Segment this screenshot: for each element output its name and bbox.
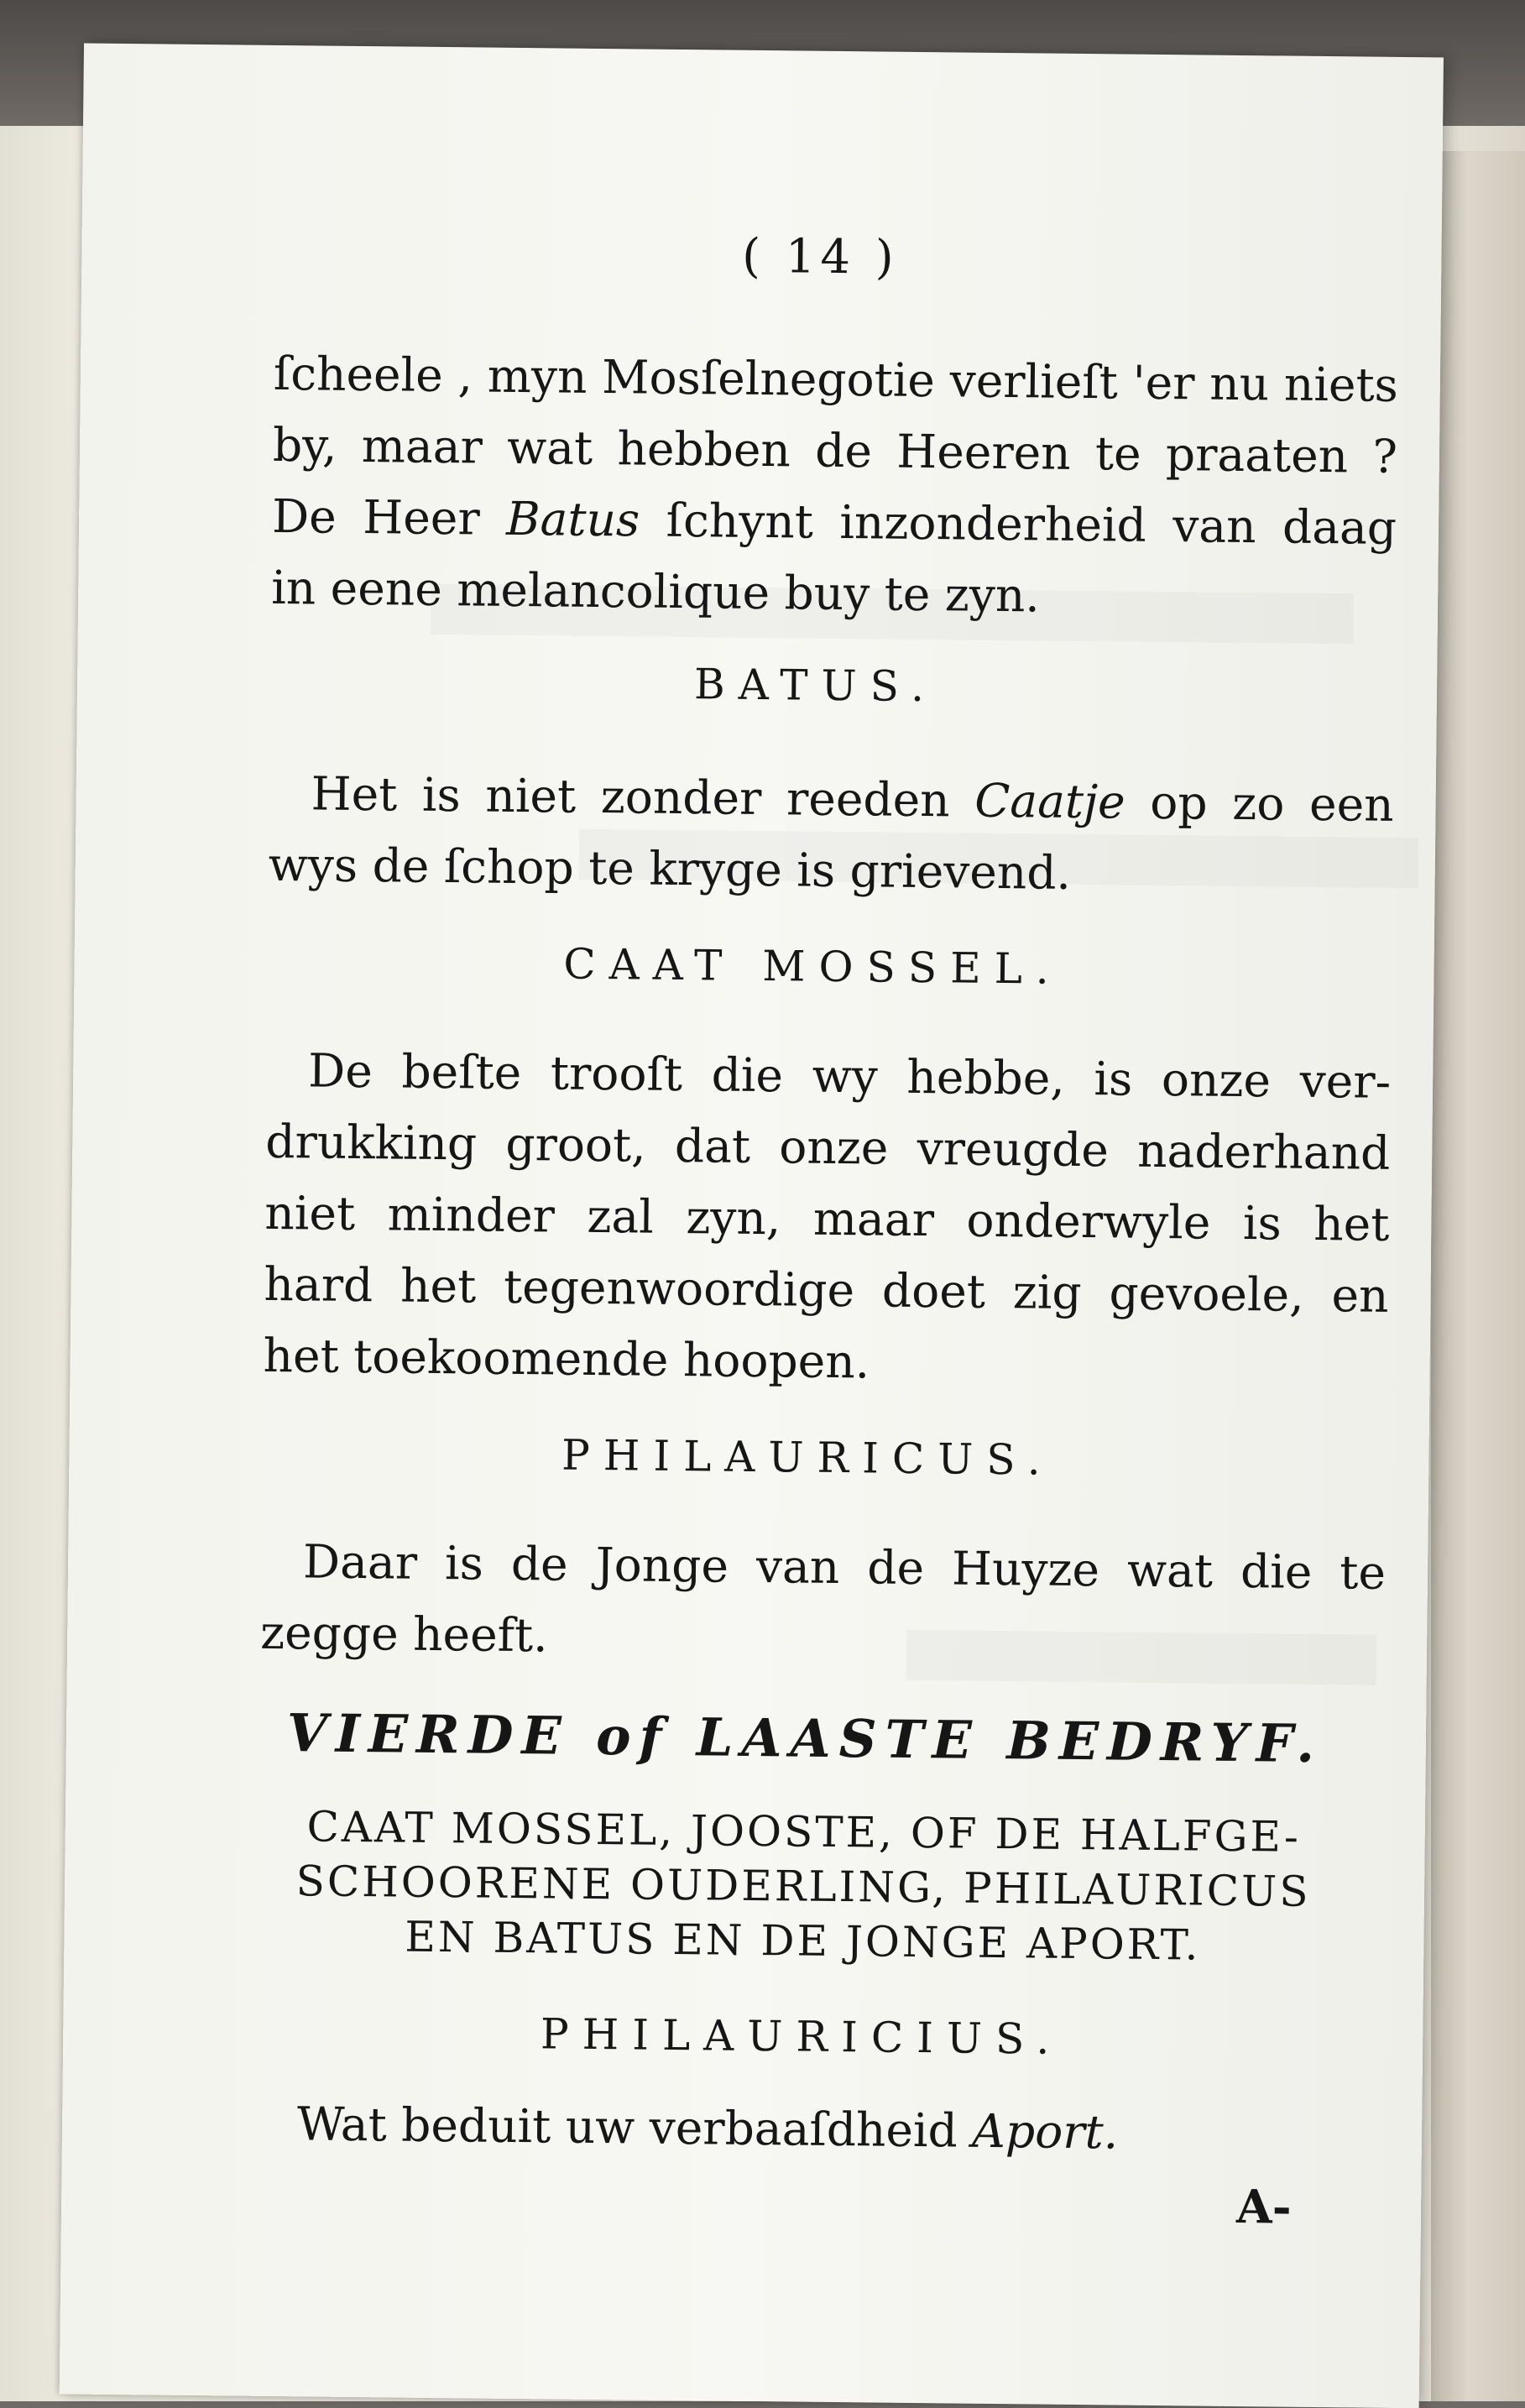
text-span: Het is niet zonder reeden	[311, 766, 975, 828]
catchword: A-	[1235, 2179, 1292, 2234]
text-line: zegge heeft.	[259, 1605, 548, 1663]
text-span: Wat beduit uw verbaaſdheid	[296, 2097, 973, 2158]
speaker-heading: CAAT MOSSEL.	[563, 939, 1063, 994]
speaker-name-italic: Batus	[505, 491, 640, 547]
text-line: by, maar wat hebben de Heeren te praaten ?	[272, 417, 1398, 483]
text-line: De beſte trooſt die wy hebbe, is onze ver-	[307, 1043, 1392, 1109]
speaker-heading: BATUS.	[693, 660, 938, 712]
cast-list-line: CAAT MOSSEL, JOOSTE, OF DE HALFGE-	[306, 1802, 1302, 1862]
speaker-heading: PHILAURICUS.	[561, 1430, 1055, 1485]
text-span: De Heer	[271, 488, 507, 546]
text-line: Daar is de Jonge van de Huyze wat die te	[302, 1534, 1387, 1600]
book-page	[60, 44, 1444, 2408]
speaker-name-italic: Caatje	[974, 773, 1125, 829]
text-line: drukking groot, dat onze vreugde naderhand	[265, 1114, 1391, 1180]
text-span: op zo een	[1125, 775, 1394, 832]
text-line: ſcheele , myn Mosſelnegotie verlieſt 'er nu niets	[273, 346, 1399, 412]
book-edge	[1431, 151, 1525, 2401]
text-line: het toekoomende hoopen.	[263, 1328, 870, 1389]
text-line	[272, 486, 1397, 558]
text-line: wys de ſchop te kryge is grievend.	[268, 837, 1072, 900]
page-number: ( 14 )	[741, 228, 900, 285]
text-line: hard het tegenwoordige doet zig gevoele, en	[264, 1256, 1389, 1323]
text-line: niet minder zal zyn, maar onderwyle is het	[264, 1185, 1390, 1251]
speaker-name-italic: Aport.	[971, 2103, 1119, 2160]
cast-list-line: SCHOORENE OUDERLING, PHILAURICUS	[295, 1857, 1311, 1916]
act-title: VIERDE of LAASTE BEDRYF.	[286, 1702, 1324, 1775]
text-line: in eene melancolique buy te zyn.	[270, 560, 1041, 623]
text-span: ſchynt inzonderheid van daag	[639, 493, 1397, 555]
cast-list-line: EN BATUS EN DE JONGE APORT.	[405, 1912, 1201, 1970]
text-line	[311, 763, 1394, 835]
speaker-heading: PHILAURICIUS.	[540, 2009, 1063, 2064]
text-line	[297, 2093, 1221, 2164]
